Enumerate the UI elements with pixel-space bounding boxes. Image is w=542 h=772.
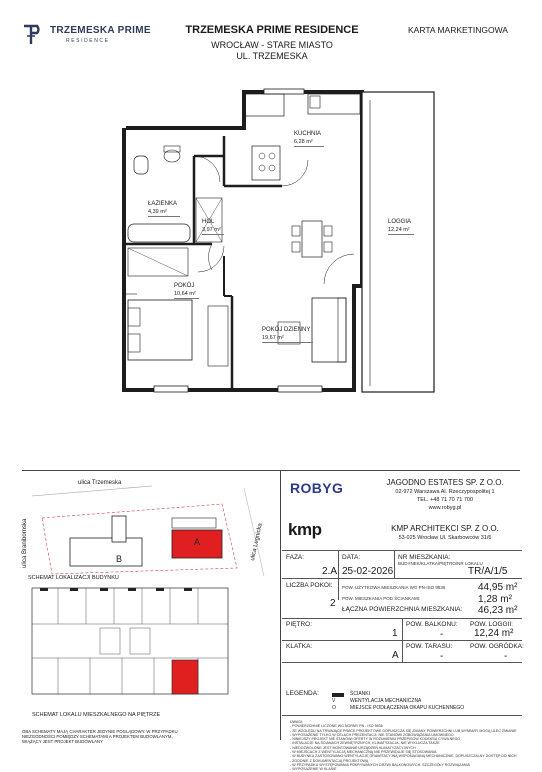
info-line-1 [282, 550, 522, 551]
area-total-value: 46,23 m² [478, 605, 518, 616]
notes-title: UWAGI: [290, 720, 304, 724]
card-label: KARTA MARKETINGOWA [408, 25, 508, 35]
loggia-value: 12,24 m² [474, 628, 514, 639]
faza-label: FAZA: [286, 554, 305, 561]
floor-schema-caption: SCHEMAT LOKALU MIESZKALNEGO NA PIĘTRZE [32, 712, 161, 718]
note-line: - NINIEJSZY PROJEKT NIE STANOWI OFERTY W ROZUMIENIU PRZEPISÓW KODEKSU CYWILNEGO [290, 737, 461, 742]
stair-value: A [392, 650, 399, 661]
note-line: - INSTALACJE NA ŚCIANACH ZEWNĘTRZNYCH, KLIMATYZACJA, NIE WYKLUCZA TAKŻE [290, 741, 440, 746]
garden-label: POW. OGRÓDKA: [470, 643, 524, 650]
nr-label: NR MIESZKANIA: [398, 554, 451, 561]
note-line: - NIEDOZWOLONE JEST MONTOWANIE URZĄDZEŃ KLIMATYZACYJNYCH [290, 745, 416, 750]
site-map [22, 478, 277, 578]
legend-hood: MIEJSCE PODŁĄCZENIA OKAPU KUCHENNEGO [350, 705, 465, 711]
developer-web: www.robyg.pl [428, 505, 462, 511]
area-total-label: ŁĄCZNA POWIERZCHNIA MIESZKANIA: [342, 606, 463, 613]
note-line: - ZGODNIE Z DOKUMENTACJĄ PROJEKTOWĄ [290, 758, 369, 763]
building-b-label: B [116, 554, 123, 564]
notes-block [290, 720, 522, 772]
room-label-kuchnia: KUCHNIA 6,28 m² [294, 130, 324, 147]
developer-name: JAGODNO ESTATES SP. Z O.O. [386, 478, 504, 487]
info-vline-1 [338, 550, 339, 600]
loggia-label: POW. LOGGII: [470, 621, 513, 628]
note-line: - POWIERZCHNIE LICZONE WG NORMY PN - ISO 9836 [290, 724, 383, 729]
balcony-value: - [440, 629, 444, 640]
note-line: - WYPOSAŻENIE TYLKO W CELACH PREZENTACJI, NIE STANOWI ZOBOWIĄZANIA UMOWNEGO [290, 732, 454, 737]
legend-title: LEGENDA: [286, 690, 319, 697]
legend-walls: ŚCIANKI [350, 691, 371, 697]
room-label-pokoj-dzienny: POKÓJ DZIENNY 19,67 m² [262, 326, 313, 343]
developer-address: 02-972 Warszawa Al. Rzeczypospolitej 1 [395, 489, 495, 495]
schema-footnote: OBA SCHEMATY MAJĄ CHARAKTER JEDYNIE POGLĄDOWY. W PRZYPADKU NIEZGODNOŚCI POMIĘDZY SCHEMATAMI A PROJEKTEM BUDOWLANYM, WIĄŻĄCY JEST PROJEKT BUDOWLANY [22, 729, 178, 744]
note-line: - W MIEJSCACH Z WENTYLACJĄ MECHANICZNĄ NIE PRZEWIDUJE SIĘ STOSOWANIA [290, 750, 437, 755]
floor-value: 1 [392, 628, 398, 639]
info-line-2 [282, 578, 522, 579]
floor-plan-drawing [112, 86, 442, 416]
room-label-hol: HOL 3,97 m² [202, 218, 224, 235]
floor-schema [30, 586, 230, 698]
area-use-value: 44,95 m² [478, 582, 518, 593]
nr-sub-label: BUDYNEK/KLATKA/PIĘTRO/NR LOKALU [398, 561, 483, 566]
rooms-label: LICZBA POKOI: [286, 582, 333, 589]
note-line: - W PRZYPADKU WYSTĘPOWANIA POKRYWANYCH DRZWI BALKONOWYCH, SZCZEGÓŁY ROZWIĄZANIA [290, 762, 470, 767]
info-line-6 [282, 715, 522, 716]
street-label-left: ulica Branibornska [22, 518, 28, 568]
room-label-lazienka: ŁAZIENKA 4,39 m² [148, 200, 180, 217]
nr-value: TR/A/1/5 [468, 566, 508, 577]
area-slope-value: 1,28 m² [478, 594, 512, 605]
faza-value: 2.A [322, 566, 338, 577]
column-divider [280, 470, 281, 740]
site-map-caption: SCHEMAT LOKALIZACJI BUDYNKU [28, 575, 119, 581]
data-value: 25-02-2026 [342, 566, 394, 577]
vent-symbol: V [332, 698, 336, 704]
garden-value: - [504, 651, 508, 662]
street-label-right: ulica Legnicka [250, 522, 264, 562]
architect-name: KMP ARCHITEKCI SP. Z O.O. [391, 524, 499, 533]
terrace-value: - [440, 651, 444, 662]
room-label-pokoj: POKÓJ 10,64 m² [174, 282, 199, 299]
wall-swatch [332, 693, 344, 697]
architect-logo: kmp [288, 520, 322, 539]
brand-subname: RESIDENCE [66, 38, 110, 44]
note-line: - W BUDYNKU ZASTOSOWANO WENTYLACJĘ GRAWITACYJNĄ WSPOMAGANĄ MECHANICZNIE, DOPUSZCZALNY DOSTĘP DO NICH [290, 754, 517, 759]
area-use-label: POW. UŻYTKOWA MIESZKANIA WG PN-ISO 9836 [342, 585, 446, 590]
street-line: UL. TRZEMESKA [236, 51, 308, 61]
floor-plan [112, 86, 442, 416]
info-line-5 [282, 662, 522, 663]
developer-tel: TEL. +48 71 70 71 700 [416, 497, 474, 503]
hood-symbol: O [332, 705, 336, 711]
page-title: TRZEMESKA PRIME RESIDENCE [185, 24, 359, 36]
brand-logo-icon [22, 24, 44, 46]
data-label: DATA: [342, 554, 361, 561]
building-a-label: A [194, 537, 201, 547]
balcony-label: POW. BALKONU: [406, 621, 458, 628]
note-line: - WYPOSAŻENIE W KLASIE [290, 767, 337, 772]
stair-label: KLATKA: [286, 643, 313, 650]
street-label-top: ulica Trzemeska [78, 480, 122, 486]
info-vline-2 [394, 550, 395, 578]
rooms-value: 2 [330, 598, 336, 609]
legend-vent: WENTYLACJA MECHANICZNA [350, 698, 422, 704]
architect-address: 53-025 Wrocław Ul. Skarbowców 31/6 [398, 535, 492, 541]
note-line: - ZE WZGLĘDU NA TRWAJĄCE PRACE PROJEKTOWE DOPUSZCZA SIĘ ZMIANY POWIERZCHNI LUB WYMIARY MOGĄ ULEC ZMIANIE [290, 728, 517, 733]
brand-name: TRZEMESKA PRIME [50, 25, 151, 36]
city-line: WROCŁAW - STARE MIASTO [211, 40, 333, 50]
info-line-4 [282, 640, 522, 641]
area-slope-label: POW. MIESZKANIA POD ŚCIANKAMI: [342, 596, 421, 601]
terrace-label: POW. TARASU: [406, 643, 453, 650]
room-label-loggia: LOGGIA 12,24 m² [388, 218, 414, 235]
section-divider [22, 470, 520, 471]
developer-logo: ROBYG [290, 480, 344, 496]
floor-label: PIĘTRO: [286, 621, 313, 628]
